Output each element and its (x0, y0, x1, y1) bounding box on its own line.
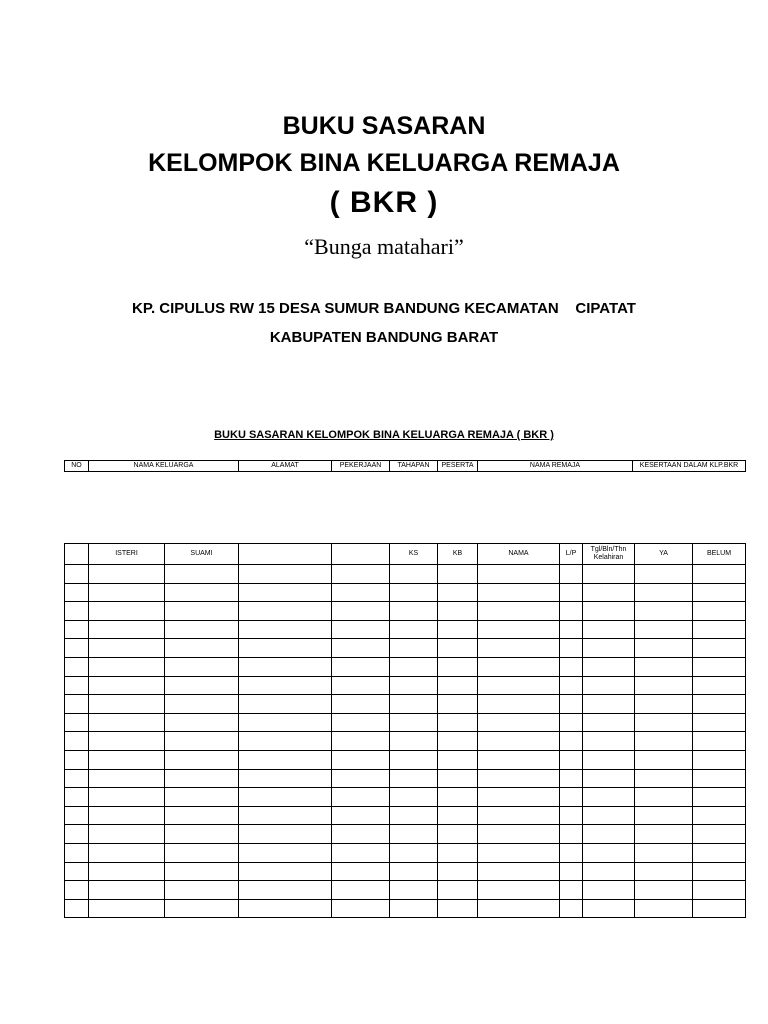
table-cell (635, 657, 693, 676)
table-cell (89, 565, 165, 584)
table-cell (635, 899, 693, 918)
table-cell (560, 583, 583, 602)
header-no: NO (65, 461, 89, 472)
table-cell (438, 639, 478, 658)
table-cell (332, 732, 390, 751)
table-cell (635, 788, 693, 807)
table-cell (239, 806, 332, 825)
table-cell (239, 639, 332, 658)
table-cell (165, 713, 239, 732)
table-cell (560, 806, 583, 825)
table-cell (693, 695, 746, 714)
table-cell (390, 825, 438, 844)
table-cell (239, 788, 332, 807)
table-cell (89, 825, 165, 844)
table-cell (693, 881, 746, 900)
header-table (64, 460, 746, 472)
table-cell (239, 657, 332, 676)
table-cell (583, 899, 635, 918)
table-cell (390, 602, 438, 621)
table-cell (239, 583, 332, 602)
table-cell (65, 843, 89, 862)
table-cell (165, 676, 239, 695)
table-cell (332, 843, 390, 862)
table-cell (165, 825, 239, 844)
table-cell (65, 620, 89, 639)
table-cell (65, 788, 89, 807)
table-cell (438, 602, 478, 621)
table-cell (478, 695, 560, 714)
header-tahapan: TAHAPAN (390, 461, 438, 472)
table-cell (693, 750, 746, 769)
table-cell (635, 602, 693, 621)
table-cell (583, 788, 635, 807)
table-cell (438, 676, 478, 695)
sub-header-isteri: ISTERI (89, 544, 165, 565)
table-cell (635, 620, 693, 639)
table-row (65, 713, 746, 732)
table-cell (89, 732, 165, 751)
table-cell (478, 899, 560, 918)
table-cell (65, 676, 89, 695)
table-cell (239, 620, 332, 639)
table-cell (89, 899, 165, 918)
table-cell (165, 862, 239, 881)
header-pekerjaan: PEKERJAAN (332, 461, 390, 472)
table-row (65, 565, 746, 584)
table-row (65, 843, 746, 862)
table-cell (165, 639, 239, 658)
header-nama-remaja: NAMA REMAJA (478, 461, 633, 472)
sub-header-lp: L/P (560, 544, 583, 565)
header-row (65, 461, 746, 472)
table-cell (693, 583, 746, 602)
table-cell (390, 713, 438, 732)
table-cell (635, 825, 693, 844)
table-cell (332, 713, 390, 732)
table-cell (239, 732, 332, 751)
table-cell (89, 620, 165, 639)
sub-header-ks: KS (390, 544, 438, 565)
table-cell (390, 565, 438, 584)
table-cell (583, 620, 635, 639)
table-cell (165, 620, 239, 639)
table-cell (390, 881, 438, 900)
table-cell (89, 788, 165, 807)
table-cell (693, 788, 746, 807)
table-cell (165, 695, 239, 714)
table-cell (478, 732, 560, 751)
table-row (65, 769, 746, 788)
table-cell (438, 732, 478, 751)
table-cell (165, 899, 239, 918)
table-cell (583, 843, 635, 862)
table-cell (239, 843, 332, 862)
table-cell (390, 843, 438, 862)
table-cell (165, 769, 239, 788)
table-cell (635, 862, 693, 881)
table-cell (239, 862, 332, 881)
table-cell (239, 695, 332, 714)
table-cell (560, 620, 583, 639)
table-cell (332, 565, 390, 584)
table-cell (165, 806, 239, 825)
table-cell (89, 750, 165, 769)
table-cell (693, 602, 746, 621)
table-cell (89, 806, 165, 825)
table-cell (693, 806, 746, 825)
table-row (65, 806, 746, 825)
table-cell (438, 583, 478, 602)
table-cell (693, 620, 746, 639)
table-cell (583, 769, 635, 788)
table-cell (583, 657, 635, 676)
table-cell (438, 695, 478, 714)
table-cell (390, 750, 438, 769)
table-title: BUKU SASARAN KELOMPOK BINA KELUARGA REMAJA ( BKR ) (214, 429, 554, 441)
table-cell (332, 695, 390, 714)
table-cell (239, 825, 332, 844)
table-cell (438, 620, 478, 639)
sub-header-kb: KB (438, 544, 478, 565)
table-cell (89, 676, 165, 695)
table-cell (65, 657, 89, 676)
table-cell (583, 750, 635, 769)
table-cell (635, 713, 693, 732)
group-motto: “Bunga matahari” (304, 234, 464, 259)
table-cell (390, 899, 438, 918)
table-cell (165, 843, 239, 862)
document-title-line2: KELOMPOK BINA KELUARGA REMAJA (148, 149, 620, 177)
table-cell (65, 862, 89, 881)
table-cell (583, 602, 635, 621)
table-cell (332, 806, 390, 825)
table-cell (693, 843, 746, 862)
table-cell (438, 806, 478, 825)
table-cell (560, 825, 583, 844)
table-cell (438, 565, 478, 584)
table-cell (693, 732, 746, 751)
table-cell (390, 806, 438, 825)
table-cell (583, 583, 635, 602)
table-cell (478, 750, 560, 769)
header-peserta: PESERTA (438, 461, 478, 472)
table-cell (478, 639, 560, 658)
table-cell (89, 695, 165, 714)
table-cell (583, 862, 635, 881)
table-cell (635, 806, 693, 825)
header-kesertaan: KESERTAAN DALAM KLP.BKR (633, 461, 746, 472)
document-title-line1: BUKU SASARAN (282, 112, 486, 140)
table-cell (560, 657, 583, 676)
table-cell (635, 843, 693, 862)
table-cell (478, 657, 560, 676)
address-line2: KABUPATEN BANDUNG BARAT (269, 329, 499, 346)
table-cell (635, 676, 693, 695)
table-cell (583, 825, 635, 844)
table-cell (332, 620, 390, 639)
table-cell (332, 899, 390, 918)
table-cell (583, 881, 635, 900)
table-cell (89, 657, 165, 676)
table-cell (635, 732, 693, 751)
table-cell (693, 639, 746, 658)
table-cell (65, 639, 89, 658)
table-cell (65, 583, 89, 602)
sub-header-pekerjaan (332, 544, 390, 565)
table-row (65, 583, 746, 602)
header-alamat: ALAMAT (239, 461, 332, 472)
table-cell (583, 639, 635, 658)
table-cell (635, 695, 693, 714)
table-cell (65, 565, 89, 584)
table-cell (65, 769, 89, 788)
table-cell (89, 862, 165, 881)
table-cell (693, 657, 746, 676)
table-cell (239, 676, 332, 695)
table-cell (239, 565, 332, 584)
table-cell (390, 732, 438, 751)
table-cell (560, 862, 583, 881)
table-cell (390, 862, 438, 881)
sub-header-row (65, 544, 746, 565)
table-row (65, 732, 746, 751)
table-cell (693, 862, 746, 881)
table-cell (438, 899, 478, 918)
table-row (65, 657, 746, 676)
table-cell (635, 750, 693, 769)
table-cell (693, 713, 746, 732)
table-cell (390, 639, 438, 658)
table-cell (65, 750, 89, 769)
sub-header-belum: BELUM (693, 544, 746, 565)
table-cell (583, 713, 635, 732)
table-cell (165, 565, 239, 584)
table-cell (438, 788, 478, 807)
table-cell (560, 750, 583, 769)
table-cell (635, 583, 693, 602)
table-cell (693, 676, 746, 695)
table-cell (478, 843, 560, 862)
table-cell (583, 676, 635, 695)
table-cell (478, 862, 560, 881)
sub-header-alamat (239, 544, 332, 565)
document-title-abbrev: ( BKR ) (329, 186, 439, 219)
table-cell (390, 788, 438, 807)
table-cell (478, 565, 560, 584)
table-cell (583, 695, 635, 714)
table-cell (65, 713, 89, 732)
table-cell (65, 695, 89, 714)
table-cell (165, 657, 239, 676)
header-nama-keluarga: NAMA KELUARGA (89, 461, 239, 472)
address-line1: KP. CIPULUS RW 15 DESA SUMUR BANDUNG KECAMATAN CIPATAT (132, 300, 636, 317)
table-cell (239, 899, 332, 918)
table-cell (165, 788, 239, 807)
table-row (65, 620, 746, 639)
table-cell (332, 657, 390, 676)
sub-header-ya: YA (635, 544, 693, 565)
table-cell (390, 583, 438, 602)
table-cell (438, 657, 478, 676)
table-cell (560, 602, 583, 621)
table-cell (560, 713, 583, 732)
table-cell (635, 639, 693, 658)
table-cell (165, 583, 239, 602)
table-cell (560, 639, 583, 658)
table-cell (560, 788, 583, 807)
table-cell (438, 750, 478, 769)
table-row (65, 788, 746, 807)
table-cell (332, 639, 390, 658)
table-cell (89, 583, 165, 602)
table-cell (478, 713, 560, 732)
table-cell (239, 713, 332, 732)
table-cell (332, 825, 390, 844)
table-cell (165, 732, 239, 751)
table-cell (65, 825, 89, 844)
table-cell (89, 713, 165, 732)
table-cell (390, 769, 438, 788)
table-row (65, 899, 746, 918)
table-cell (390, 620, 438, 639)
table-cell (635, 565, 693, 584)
table-cell (438, 843, 478, 862)
table-cell (560, 732, 583, 751)
table-cell (478, 769, 560, 788)
table-cell (332, 676, 390, 695)
table-cell (560, 695, 583, 714)
table-cell (165, 881, 239, 900)
table-cell (89, 769, 165, 788)
table-cell (165, 602, 239, 621)
table-cell (390, 695, 438, 714)
table-cell (65, 602, 89, 621)
table-cell (583, 732, 635, 751)
table-row (65, 602, 746, 621)
table-cell (478, 602, 560, 621)
table-cell (560, 565, 583, 584)
table-cell (89, 881, 165, 900)
table-cell (239, 602, 332, 621)
table-cell (478, 788, 560, 807)
table-cell (239, 881, 332, 900)
table-cell (478, 806, 560, 825)
table-cell (560, 843, 583, 862)
table-row (65, 639, 746, 658)
table-row (65, 825, 746, 844)
table-cell (583, 565, 635, 584)
table-cell (693, 769, 746, 788)
table-cell (438, 769, 478, 788)
table-cell (478, 620, 560, 639)
table-cell (332, 583, 390, 602)
table-cell (239, 769, 332, 788)
table-cell (332, 881, 390, 900)
table-cell (583, 806, 635, 825)
table-cell (478, 825, 560, 844)
table-cell (438, 825, 478, 844)
table-row (65, 695, 746, 714)
table-row (65, 862, 746, 881)
data-grid-table (64, 543, 746, 918)
sub-header-tgl-lahir: Tgl/Bln/Thn Kelahiran (583, 544, 635, 565)
table-cell (693, 899, 746, 918)
table-cell (478, 583, 560, 602)
sub-header-no (65, 544, 89, 565)
table-cell (560, 676, 583, 695)
table-row (65, 881, 746, 900)
table-cell (89, 602, 165, 621)
table-row (65, 676, 746, 695)
table-cell (89, 639, 165, 658)
table-cell (89, 843, 165, 862)
table-cell (65, 806, 89, 825)
table-cell (332, 769, 390, 788)
table-cell (239, 750, 332, 769)
table-cell (693, 825, 746, 844)
table-cell (438, 713, 478, 732)
table-cell (332, 602, 390, 621)
table-cell (332, 788, 390, 807)
table-cell (635, 769, 693, 788)
table-cell (390, 657, 438, 676)
table-row (65, 750, 746, 769)
table-cell (438, 862, 478, 881)
sub-header-suami: SUAMI (165, 544, 239, 565)
sub-header-nama: NAMA (478, 544, 560, 565)
table-cell (332, 750, 390, 769)
table-cell (560, 769, 583, 788)
table-cell (478, 881, 560, 900)
table-cell (65, 899, 89, 918)
table-cell (332, 862, 390, 881)
table-cell (438, 881, 478, 900)
table-cell (693, 565, 746, 584)
table-cell (165, 750, 239, 769)
table-cell (560, 899, 583, 918)
table-cell (390, 676, 438, 695)
table-cell (65, 732, 89, 751)
table-cell (478, 676, 560, 695)
table-cell (635, 881, 693, 900)
table-cell (65, 881, 89, 900)
table-cell (560, 881, 583, 900)
